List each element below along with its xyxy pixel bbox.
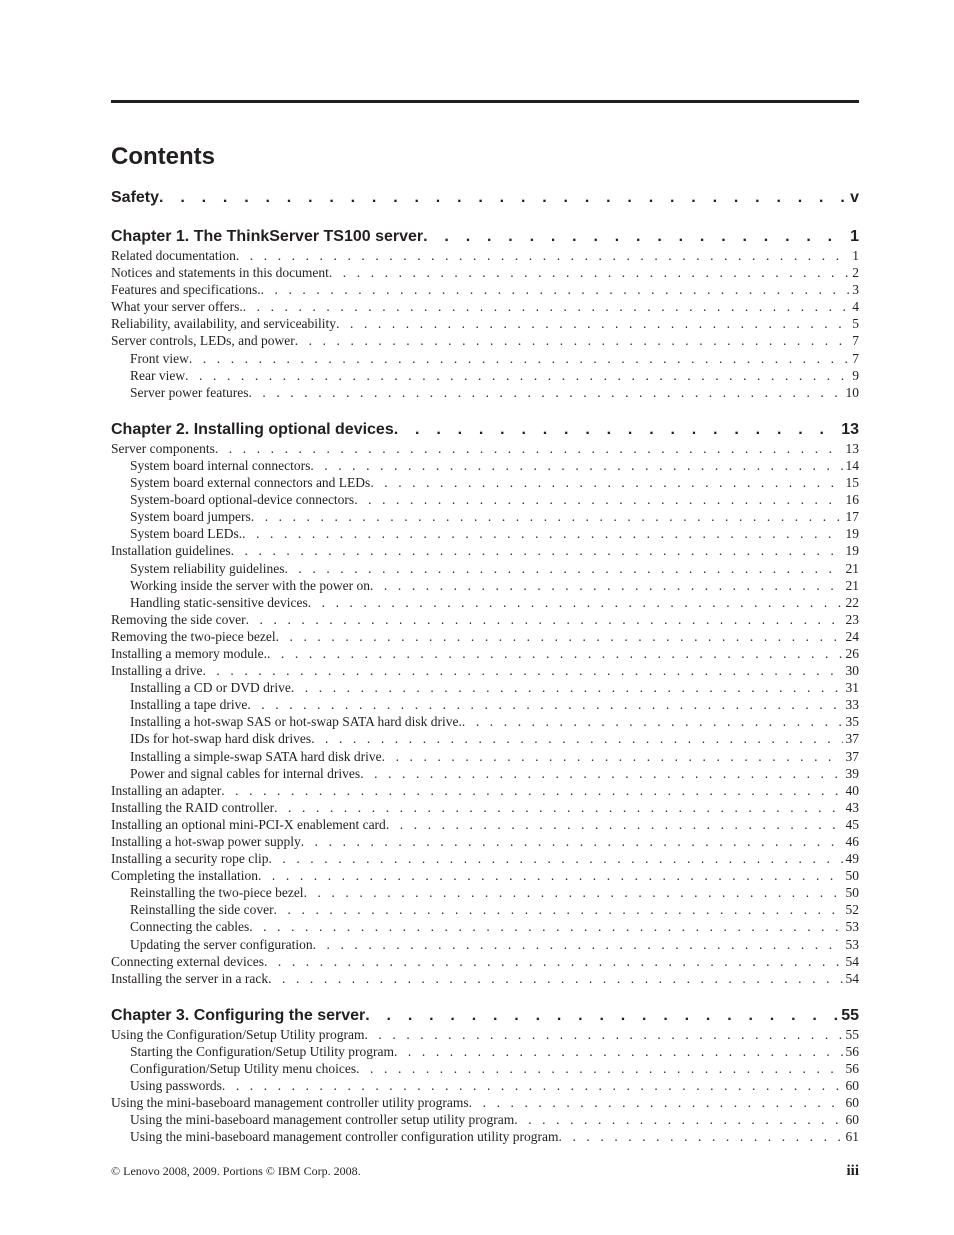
toc-entry-page: 19 [845, 526, 859, 542]
toc-entry-page: 49 [845, 851, 859, 867]
toc-dot-leader [291, 679, 843, 696]
toc-subsection-entry[interactable] [111, 577, 859, 594]
toc-dot-leader [267, 645, 843, 662]
toc-entry-page: 55 [841, 1006, 859, 1024]
toc-entry-page: 35 [845, 714, 859, 730]
toc-entry-label: Connecting external devices [111, 953, 264, 969]
toc-entry-label: Installation guidelines [111, 543, 231, 559]
toc-entry-page: 26 [845, 645, 859, 661]
toc-section-entry[interactable] [111, 970, 859, 987]
toc-subsection-entry[interactable] [111, 560, 859, 577]
toc-dot-leader [258, 867, 843, 884]
toc-section-entry[interactable] [111, 611, 859, 628]
toc-subsection-entry[interactable] [111, 474, 859, 491]
toc-entry-label: System board external connectors and LEDs [130, 475, 371, 491]
toc-entry-page: 61 [845, 1129, 859, 1145]
toc-entry-label: Installing a drive [111, 663, 203, 679]
toc-subsection-entry[interactable] [111, 765, 859, 782]
toc-subsection-entry[interactable] [111, 457, 859, 474]
footer-copyright: © Lenovo 2008, 2009. Portions © IBM Corp. 2008. [111, 1164, 361, 1178]
toc-dot-leader [356, 1060, 842, 1077]
toc-entry-page: 43 [845, 799, 859, 815]
toc-subsection-entry[interactable] [111, 1043, 859, 1060]
toc-entry-page: 21 [845, 577, 859, 593]
toc-entry-label: Reinstalling the side cover [130, 902, 274, 918]
toc-subsection-entry[interactable] [111, 679, 859, 696]
toc-section-entry[interactable] [111, 298, 859, 315]
toc-chapter-entry[interactable] [111, 227, 859, 247]
toc-dot-leader [268, 970, 842, 987]
toc-entry-label: Features and specifications. [111, 282, 261, 298]
toc-section-entry[interactable] [111, 816, 859, 833]
toc-chapter-entry[interactable] [111, 1006, 859, 1026]
toc-dot-leader [249, 918, 842, 935]
toc-section-entry[interactable] [111, 440, 859, 457]
toc-entry-page: 24 [845, 628, 859, 644]
toc-entry-page: 7 [852, 350, 859, 366]
toc-entry-page: 14 [845, 457, 859, 473]
toc-subsection-entry[interactable] [111, 1060, 859, 1077]
toc-section-entry[interactable] [111, 850, 859, 867]
toc-dot-leader [394, 420, 838, 440]
toc-subsection-entry[interactable] [111, 936, 859, 953]
toc-dot-leader [264, 953, 843, 970]
toc-entry-label: Installing a CD or DVD drive [130, 680, 291, 696]
toc-entry-page: 19 [845, 543, 859, 559]
toc-entry-label: Connecting the cables [130, 919, 250, 935]
toc-dot-leader [370, 474, 842, 491]
toc-entry-label: Starting the Configuration/Setup Utility program [130, 1043, 394, 1059]
toc-entry-page: 33 [845, 697, 859, 713]
toc-entry-label: Safety [111, 189, 160, 206]
toc-section-entry[interactable] [111, 953, 859, 970]
toc-entry-page: 1 [850, 228, 859, 245]
toc-subsection-entry[interactable] [111, 525, 859, 542]
toc-entry-label: Using the mini-baseboard management controller setup utility program [130, 1112, 515, 1128]
toc-entry-page: 5 [852, 316, 859, 332]
toc-entry-page: 50 [845, 868, 859, 884]
page-footer [111, 1163, 859, 1180]
toc-dot-leader [276, 628, 843, 645]
toc-subsection-entry[interactable] [111, 594, 859, 611]
toc-entry-page: 13 [841, 420, 859, 438]
toc-entry-label: Reliability, availability, and serviceability [111, 316, 337, 332]
toc-entry-page: 4 [852, 299, 859, 315]
toc-entry-label: Chapter 3. Configuring the server [111, 1006, 366, 1024]
toc-entry-page: 2 [852, 265, 859, 281]
toc-entry-page: 15 [845, 475, 859, 491]
toc-entry-page: 13 [845, 440, 859, 456]
toc-dot-leader [313, 936, 843, 953]
toc-entry-label: Updating the server configuration [130, 936, 313, 952]
toc-entry-page: 60 [845, 1095, 859, 1111]
toc-entry-page: 16 [845, 492, 859, 508]
toc-dot-leader [274, 901, 843, 918]
toc-entry-label: Reinstalling the two-piece bezel [130, 885, 304, 901]
toc-entry-label: Related documentation [111, 248, 236, 263]
toc-dot-leader [462, 713, 843, 730]
toc-entry-label: Installing an optional mini-PCI-X enablement card [111, 816, 386, 832]
toc-entry-page: 39 [845, 765, 859, 781]
toc-entry-page: 30 [845, 663, 859, 679]
toc-dot-leader [247, 696, 842, 713]
toc-dot-leader [386, 816, 843, 833]
toc-section-entry[interactable] [111, 542, 859, 559]
toc-dot-leader [304, 884, 843, 901]
footer-page-number: iii [846, 1163, 859, 1179]
toc-dot-leader [423, 227, 847, 247]
toc-dot-leader [364, 1026, 842, 1043]
toc-entry-label: Server controls, LEDs, and power [111, 333, 295, 349]
toc-entry-page: 40 [845, 782, 859, 798]
toc-chapter-entry[interactable] [111, 420, 859, 440]
toc-subsection-entry[interactable] [111, 918, 859, 935]
toc-section-entry[interactable] [111, 628, 859, 645]
toc-entry-label: Installing a security rope clip [111, 851, 269, 867]
toc-subsection-entry[interactable] [111, 748, 859, 765]
toc-entry-label: Server components [111, 440, 215, 456]
toc-section-entry[interactable] [111, 662, 859, 679]
toc-dot-leader [248, 384, 842, 401]
toc-entry-label: Removing the side cover [111, 611, 246, 627]
toc-subsection-entry[interactable] [111, 384, 859, 401]
toc-entry-label: Server power features [130, 384, 249, 400]
toc-entry-label: Installing a hot-swap power supply [111, 834, 301, 849]
toc-entry-label: Using the Configuration/Setup Utility program [111, 1026, 365, 1042]
toc-subsection-entry[interactable] [111, 491, 859, 508]
toc-dot-leader [189, 350, 849, 367]
toc-dot-leader [268, 850, 842, 867]
toc-entry-label: Installing the RAID controller [111, 799, 275, 815]
toc-entry-label: Installing the server in a rack [111, 970, 269, 986]
toc-entry-label: Installing a tape drive [130, 697, 248, 713]
top-rule [111, 100, 859, 103]
toc-section-entry[interactable] [111, 281, 859, 298]
toc-entry-label: Notices and statements in this document [111, 265, 329, 281]
toc-entry-label: IDs for hot-swap hard disk drives [130, 731, 312, 747]
toc-entry-label: System reliability guidelines [130, 560, 285, 576]
toc-dot-leader [295, 332, 850, 349]
toc-subsection-entry[interactable] [111, 713, 859, 730]
toc-subsection-entry[interactable] [111, 350, 859, 367]
toc-subsection-entry[interactable] [111, 367, 859, 384]
toc-section-entry[interactable] [111, 332, 859, 349]
toc-dot-leader [274, 799, 842, 816]
toc-section-entry[interactable] [111, 645, 859, 662]
toc-dot-leader [185, 367, 849, 384]
toc-dot-leader [469, 1094, 843, 1111]
toc-entry-page: 37 [845, 748, 859, 764]
toc-dot-leader [242, 525, 842, 542]
toc-dot-leader [284, 560, 842, 577]
toc-entry-page: 46 [845, 834, 859, 849]
toc-dot-leader [329, 264, 849, 281]
toc-entry-page: 9 [852, 367, 859, 383]
toc-entry-page: 1 [852, 248, 859, 263]
toc-entry-label: Front view [130, 350, 189, 366]
toc-entry-label: Installing a memory module. [111, 645, 267, 661]
toc-subsection-entry[interactable] [111, 696, 859, 713]
toc-entry-label: Installing an adapter [111, 782, 222, 798]
toc-entry-label: Handling static-sensitive devices [130, 594, 308, 610]
toc-entry-page: 56 [845, 1061, 859, 1077]
toc-subsection-entry[interactable] [111, 884, 859, 901]
toc-section-entry[interactable] [111, 1026, 859, 1043]
toc-dot-leader [514, 1111, 842, 1128]
toc-entry-page: 54 [845, 970, 859, 986]
toc-entry-page: 31 [845, 680, 859, 696]
toc-entry-label: Installing a simple-swap SATA hard disk drive [130, 748, 382, 764]
toc-dot-leader [310, 457, 842, 474]
toc-dot-leader [311, 730, 842, 747]
toc-entry-page: 45 [845, 816, 859, 832]
toc-entry-label: Using passwords [130, 1078, 222, 1094]
toc-dot-leader [236, 247, 849, 264]
toc-dot-leader [202, 662, 842, 679]
toc-dot-leader [559, 1128, 843, 1145]
toc-entry-page: 37 [845, 731, 859, 747]
page-title: Contents [111, 143, 215, 170]
toc-subsection-entry[interactable] [111, 1077, 859, 1094]
toc-entry-page: 60 [845, 1078, 859, 1094]
toc-entry-page: 17 [845, 509, 859, 525]
toc-subsection-entry[interactable] [111, 508, 859, 525]
toc-subsection-entry[interactable] [111, 901, 859, 918]
toc-subsection-entry[interactable] [111, 1111, 859, 1128]
toc-entry-page: 53 [845, 936, 859, 952]
toc-dot-leader [246, 611, 843, 628]
toc-dot-leader [360, 765, 842, 782]
toc-entry-label: Using the mini-baseboard management controller utility programs [111, 1095, 469, 1111]
toc-entry-label: Power and signal cables for internal drives [130, 765, 361, 781]
toc-entry-label: Using the mini-baseboard management controller configuration utility program [130, 1129, 559, 1145]
toc-chapter-entry[interactable] [111, 188, 859, 208]
toc-entry-label: Chapter 1. The ThinkServer TS100 server [111, 228, 424, 245]
toc-entry-page: 22 [845, 594, 859, 610]
toc-entry-page: 50 [845, 885, 859, 901]
toc-section-entry[interactable] [111, 799, 859, 816]
toc-entry-label: Completing the installation [111, 868, 258, 884]
toc-dot-leader [336, 315, 849, 332]
toc-entry-label: Rear view [130, 367, 186, 383]
toc-entry-page: 10 [845, 384, 859, 400]
toc-entry-label: Removing the two-piece bezel [111, 628, 276, 644]
toc-entry-label: Configuration/Setup Utility menu choices [130, 1061, 357, 1077]
toc-subsection-entry[interactable] [111, 1128, 859, 1145]
toc-entry-page: 3 [852, 282, 859, 298]
toc-entry-label: System-board optional-device connectors [130, 492, 355, 508]
toc-entry-page: 7 [852, 333, 859, 349]
toc-entry-page: 53 [845, 919, 859, 935]
toc-section-entry[interactable] [111, 867, 859, 884]
toc-entry-page: v [850, 189, 859, 206]
toc-dot-leader [365, 1006, 838, 1026]
toc-entry-label: What your server offers. [111, 299, 243, 315]
toc-subsection-entry[interactable] [111, 730, 859, 747]
toc-entry-page: 52 [845, 902, 859, 918]
toc-section-entry[interactable] [111, 264, 859, 281]
toc-dot-leader [370, 577, 843, 594]
toc-dot-leader [394, 1043, 843, 1060]
toc-dot-leader [231, 542, 843, 559]
toc-section-entry[interactable] [111, 1094, 859, 1111]
toc-dot-leader [251, 508, 843, 525]
toc-dot-leader [221, 782, 842, 799]
toc-entry-page: 60 [845, 1112, 859, 1128]
toc-dot-leader [301, 833, 843, 850]
toc-dot-leader [354, 491, 842, 508]
toc-entry-page: 56 [845, 1043, 859, 1059]
toc-dot-leader [243, 298, 850, 315]
toc-dot-leader [222, 1077, 843, 1094]
toc-dot-leader [308, 594, 843, 611]
toc-entry-label: System board LEDs. [130, 526, 243, 542]
toc-entry-page: 23 [845, 611, 859, 627]
toc-dot-leader [159, 188, 847, 208]
toc-section-entry[interactable] [111, 315, 859, 332]
toc-dot-leader [215, 440, 843, 457]
toc-entry-label: Chapter 2. Installing optional devices [111, 420, 394, 438]
toc-dot-leader [261, 281, 850, 298]
toc-entry-label: System board jumpers [130, 509, 251, 525]
toc-entry-page: 55 [845, 1026, 859, 1042]
toc-section-entry[interactable] [111, 247, 859, 264]
toc-entry-label: Working inside the server with the power on [130, 577, 370, 593]
toc-entry-label: System board internal connectors [130, 457, 311, 473]
toc-entry-label: Installing a hot-swap SAS or hot-swap SATA hard disk drive. [130, 714, 462, 730]
table-of-contents [111, 188, 859, 1146]
toc-entry-page: 21 [845, 560, 859, 576]
toc-section-entry[interactable] [111, 782, 859, 799]
toc-entry-page: 54 [845, 953, 859, 969]
toc-section-entry[interactable] [111, 833, 859, 850]
toc-dot-leader [382, 748, 843, 765]
